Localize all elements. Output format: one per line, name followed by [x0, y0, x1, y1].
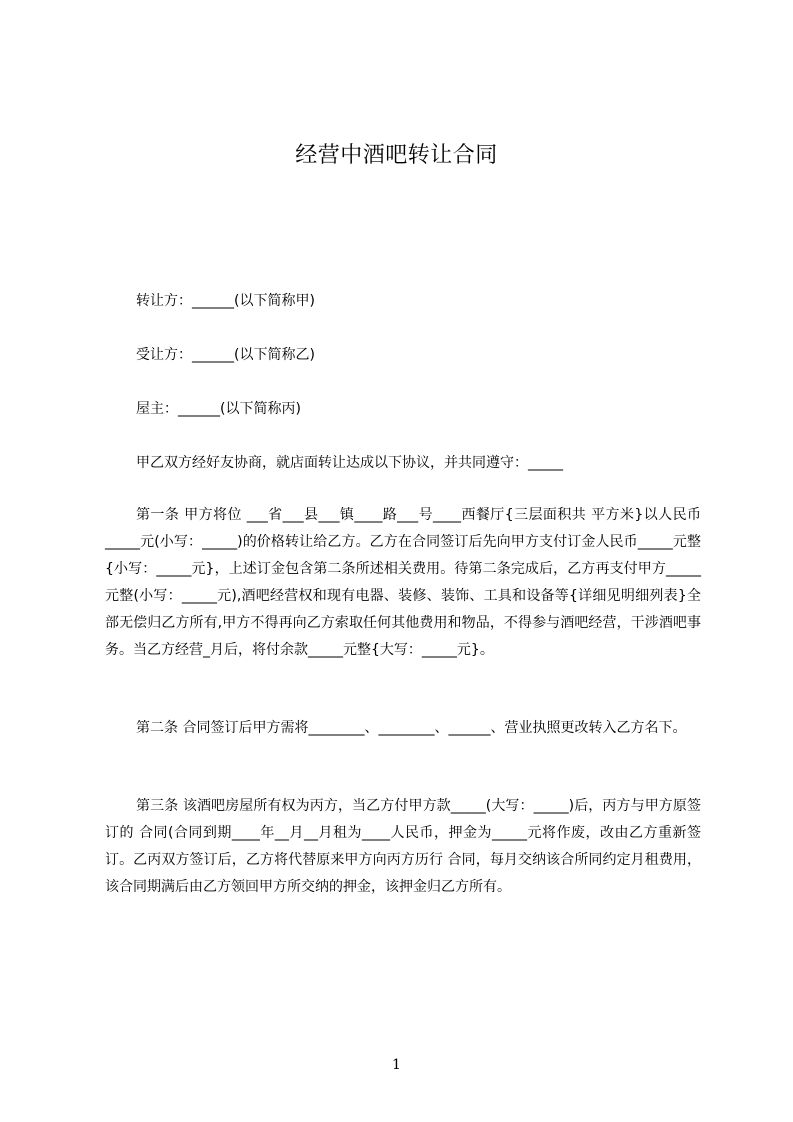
landlord-line: 屋主：______(以下简称丙) [136, 401, 301, 417]
page-number: 1 [392, 1057, 401, 1073]
preamble-line: 甲乙双方经好友协商，就店面转让达成以下协议，并共同遵守：_____ [136, 455, 563, 471]
transferee-line: 受让方：______(以下简称乙) [136, 347, 315, 363]
article-3: 第三条 该酒吧房屋所有权为丙方，当乙方付甲方款_____(大写：_____)后，丙方与甲方原签订的 合同(合同到期____年__月__月租为____人民币，押金为_____元将作废，改由乙方重新签订。乙丙双方签订后，乙方将代替原来甲方向丙方历行 合同，每月交纳该合所同约定月租费用，该合同期满后由乙方领回甲方所交纳的押金，该押金归乙方所有。 [105, 798, 701, 895]
transferor-line: 转让方：______(以下简称甲) [136, 293, 315, 309]
document-title: 经营中酒吧转让合同 [295, 143, 498, 168]
article-2: 第二条 合同签订后甲方需将________、________、______、营业执照更改转入乙方名下。 [136, 720, 687, 736]
article-1: 第一条 甲方将位 ___省___县___镇____路___号____西餐厅{三层面积共 平方米}以人民币_____元(小写：_____)的价格转让给乙方。乙方在合同签订后先向甲方支付订金人民币_____元整{小写：_____元}，上述订金包含第二条所述相关费用。待第二条完成后，乙方再支付甲方_____元整(小写：_____元),酒吧经营权和现有电器、装修、装饰、工具和设备等{详细见明细列表}全部无偿归乙方所有,甲方不得再向乙方索取任何其他费用和物品，不得参与酒吧经营，干涉酒吧事务。当乙方经营_月后，将付余款_____元整{大写：_____元}。 [105, 507, 701, 658]
